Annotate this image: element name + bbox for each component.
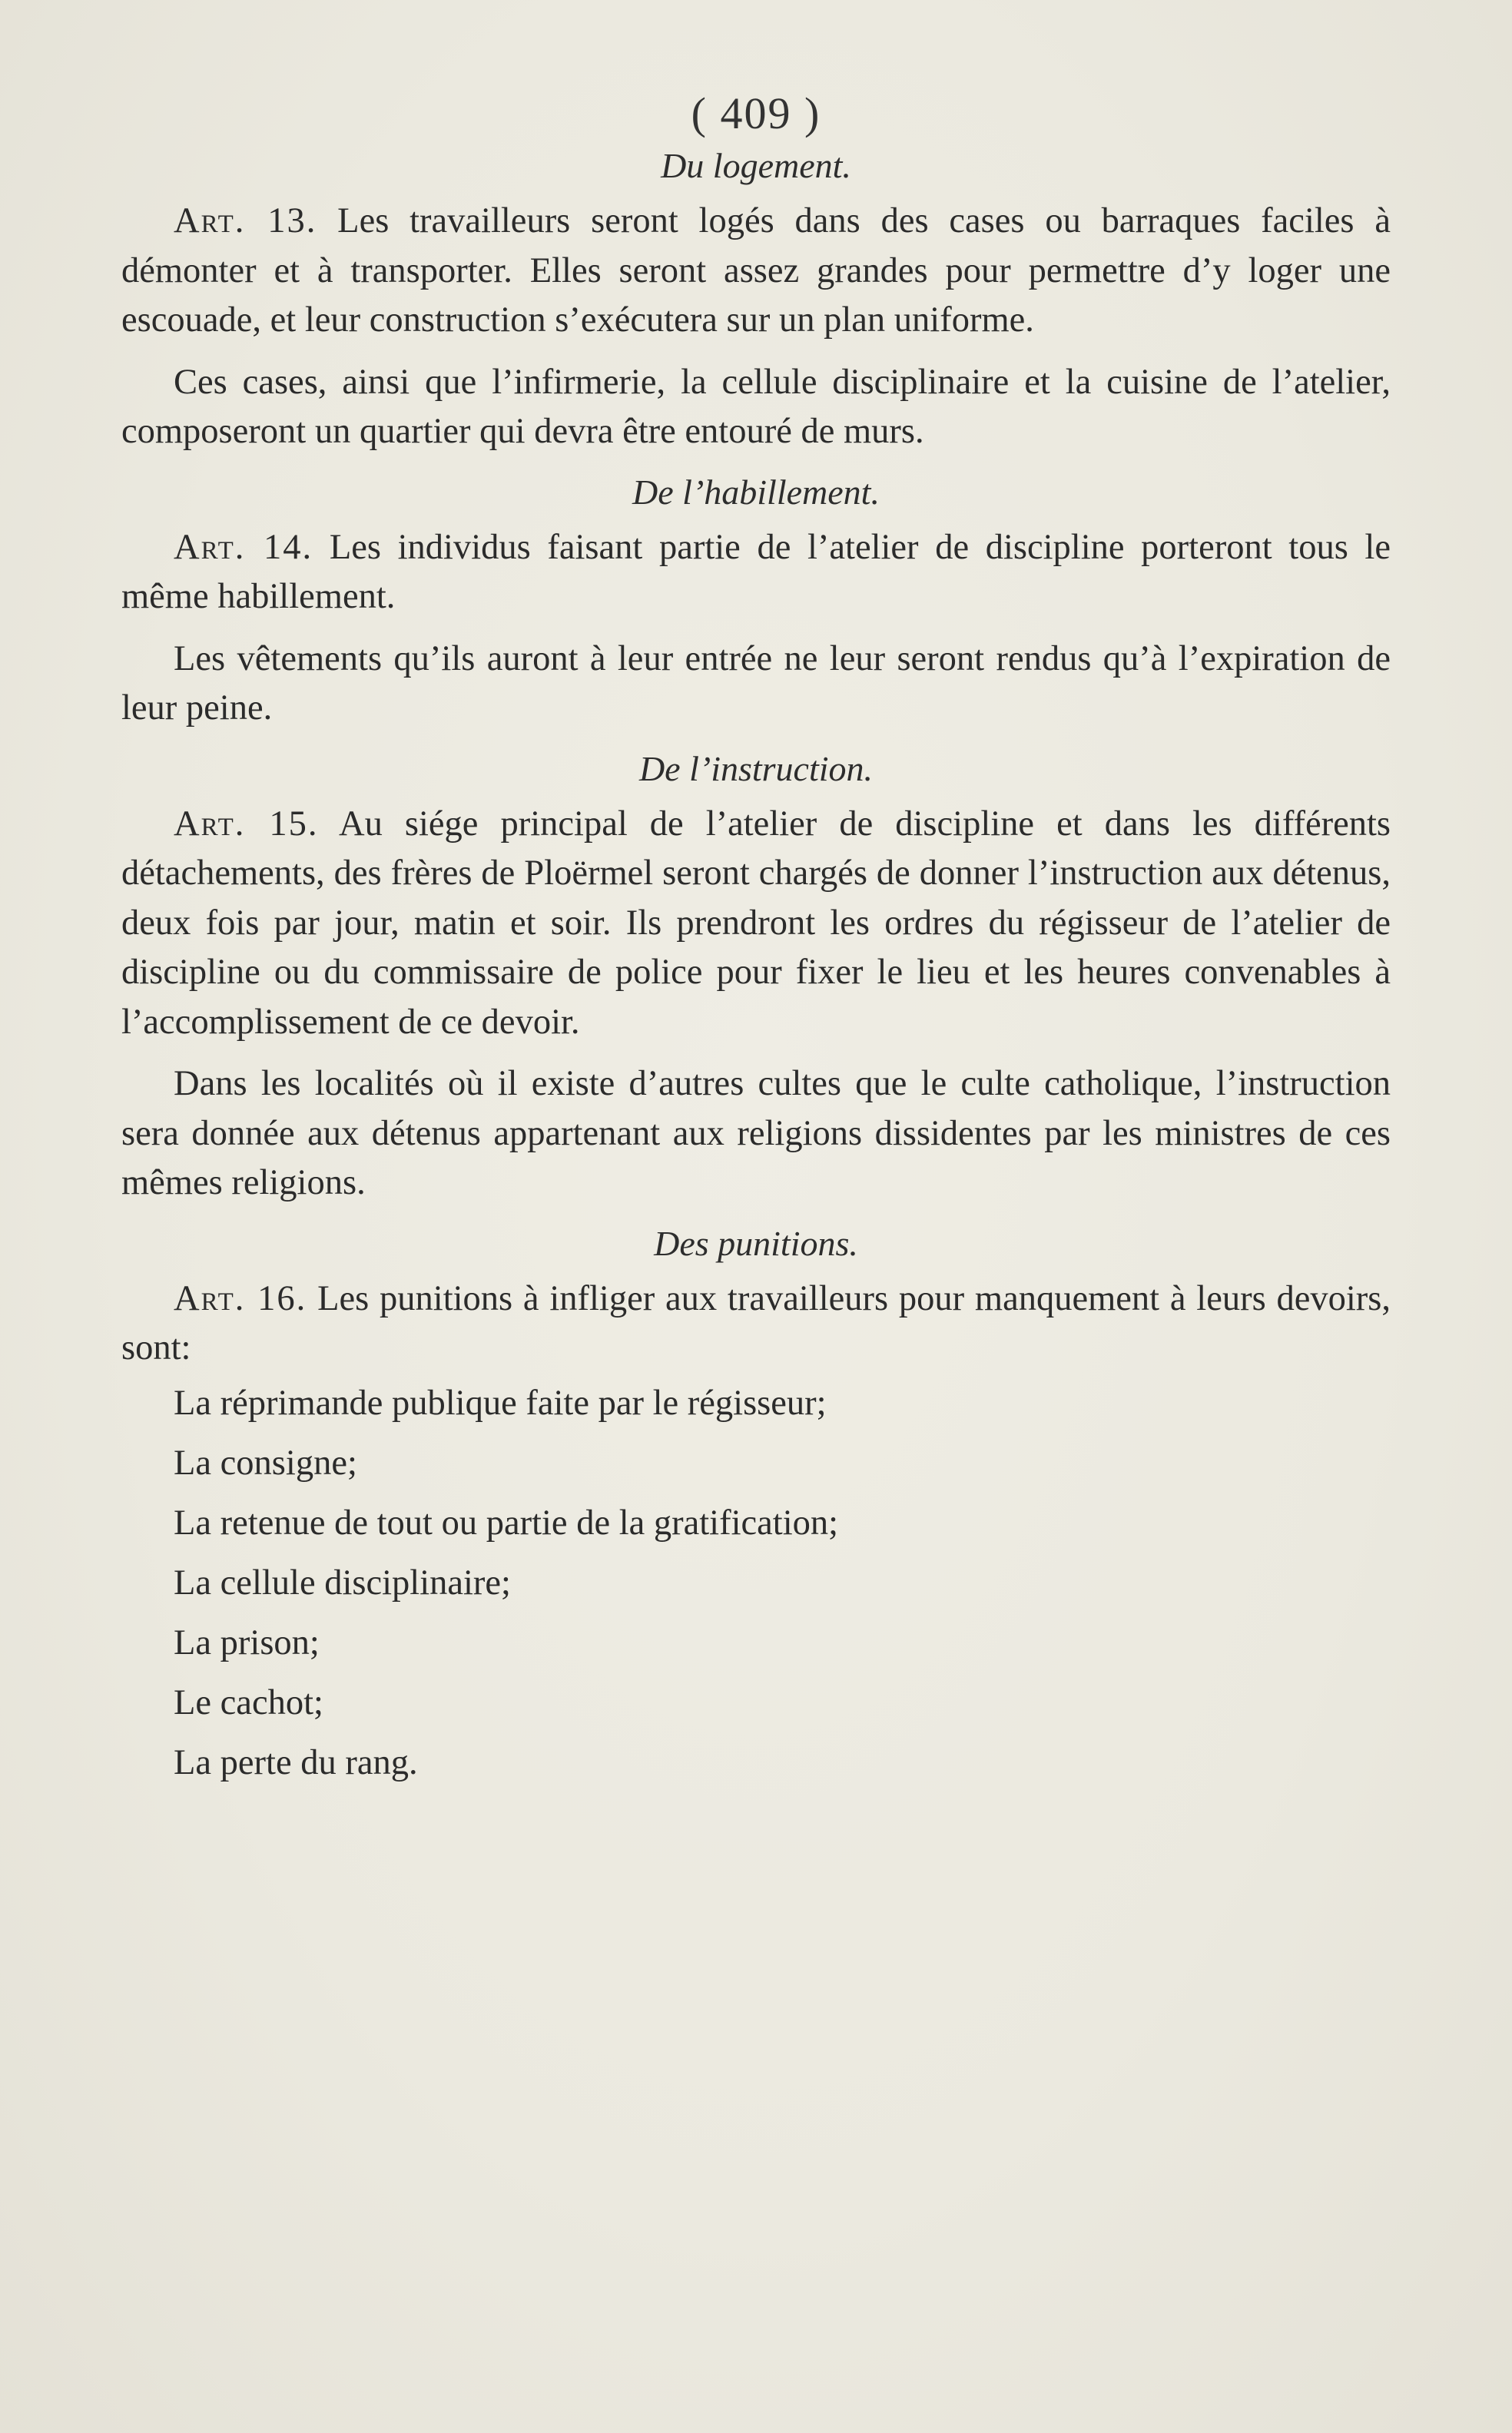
article-13: [121, 197, 1391, 346]
article-13-text: Les travailleurs seront logés dans des cases ou barraques faciles à démonter et à transporter. Elles seront assez grandes pour permettre d’y loger une escouade, et leur construction s’exécutera sur un plan uniforme.: [121, 201, 1391, 340]
article-15-text: Au siége principal de l’atelier de discipline et dans les différents détachements, des frères de Ploërmel seront chargés de donner l’instruction aux détenus, deux fois par jour, matin et soir. Ils prendront les ordres du régisseur de l’atelier de discipline ou du commissaire de police pour fixer le lieu et les heures convenables à l’accomplissement de ce devoir.: [121, 804, 1391, 1042]
habillement-paragraph-2: Les vêtements qu’ils auront à leur entrée ne leur seront rendus qu’à l’expiration de leur peine.: [121, 638, 1391, 728]
list-item: La perte du rang.: [174, 1742, 418, 1782]
page-number: ( 409 ): [691, 88, 821, 138]
page-text-block: [121, 85, 1391, 1793]
list-item: Le cachot;: [174, 1682, 323, 1722]
article-13-label: Art. 13.: [174, 201, 317, 240]
list-item: La consigne;: [174, 1443, 357, 1483]
article-14-label: Art. 14.: [174, 527, 313, 567]
section-heading-habillement: De l’habillement.: [632, 472, 880, 512]
article-16-label: Art. 16.: [174, 1278, 307, 1318]
article-15: [121, 800, 1391, 1048]
section-heading-instruction: De l’instruction.: [638, 748, 874, 788]
article-15-label: Art. 15.: [174, 804, 319, 844]
section-heading-logement: Du logement.: [661, 146, 851, 185]
list-item: La retenue de tout ou partie de la gratification;: [174, 1503, 839, 1543]
punitions-list: [121, 1374, 1391, 1793]
article-14: [121, 523, 1391, 622]
logement-paragraph-2: Ces cases, ainsi que l’infirmerie, la cellule disciplinaire et la cuisine de l’atelier, composeront un quartier qui devra être entouré de murs.: [121, 362, 1391, 451]
section-heading-punitions: Des punitions.: [654, 1223, 858, 1263]
list-item: La cellule disciplinaire;: [174, 1563, 511, 1603]
article-16: [121, 1275, 1391, 1374]
instruction-paragraph-2: Dans les localités où il existe d’autres cultes que le culte catholique, l’instruction sera donnée aux détenus appartenant aux religions dissidentes par les ministres de ces mêmes religions.: [121, 1064, 1391, 1202]
list-item: La prison;: [174, 1623, 320, 1662]
article-14-text: Les individus faisant partie de l’atelier de discipline porteront tous le même habillement.: [121, 527, 1391, 616]
list-item: La réprimande publique faite par le régisseur;: [174, 1383, 827, 1423]
article-16-text: Les punitions à infliger aux travailleurs pour manquement à leurs devoirs, sont:: [121, 1278, 1391, 1367]
